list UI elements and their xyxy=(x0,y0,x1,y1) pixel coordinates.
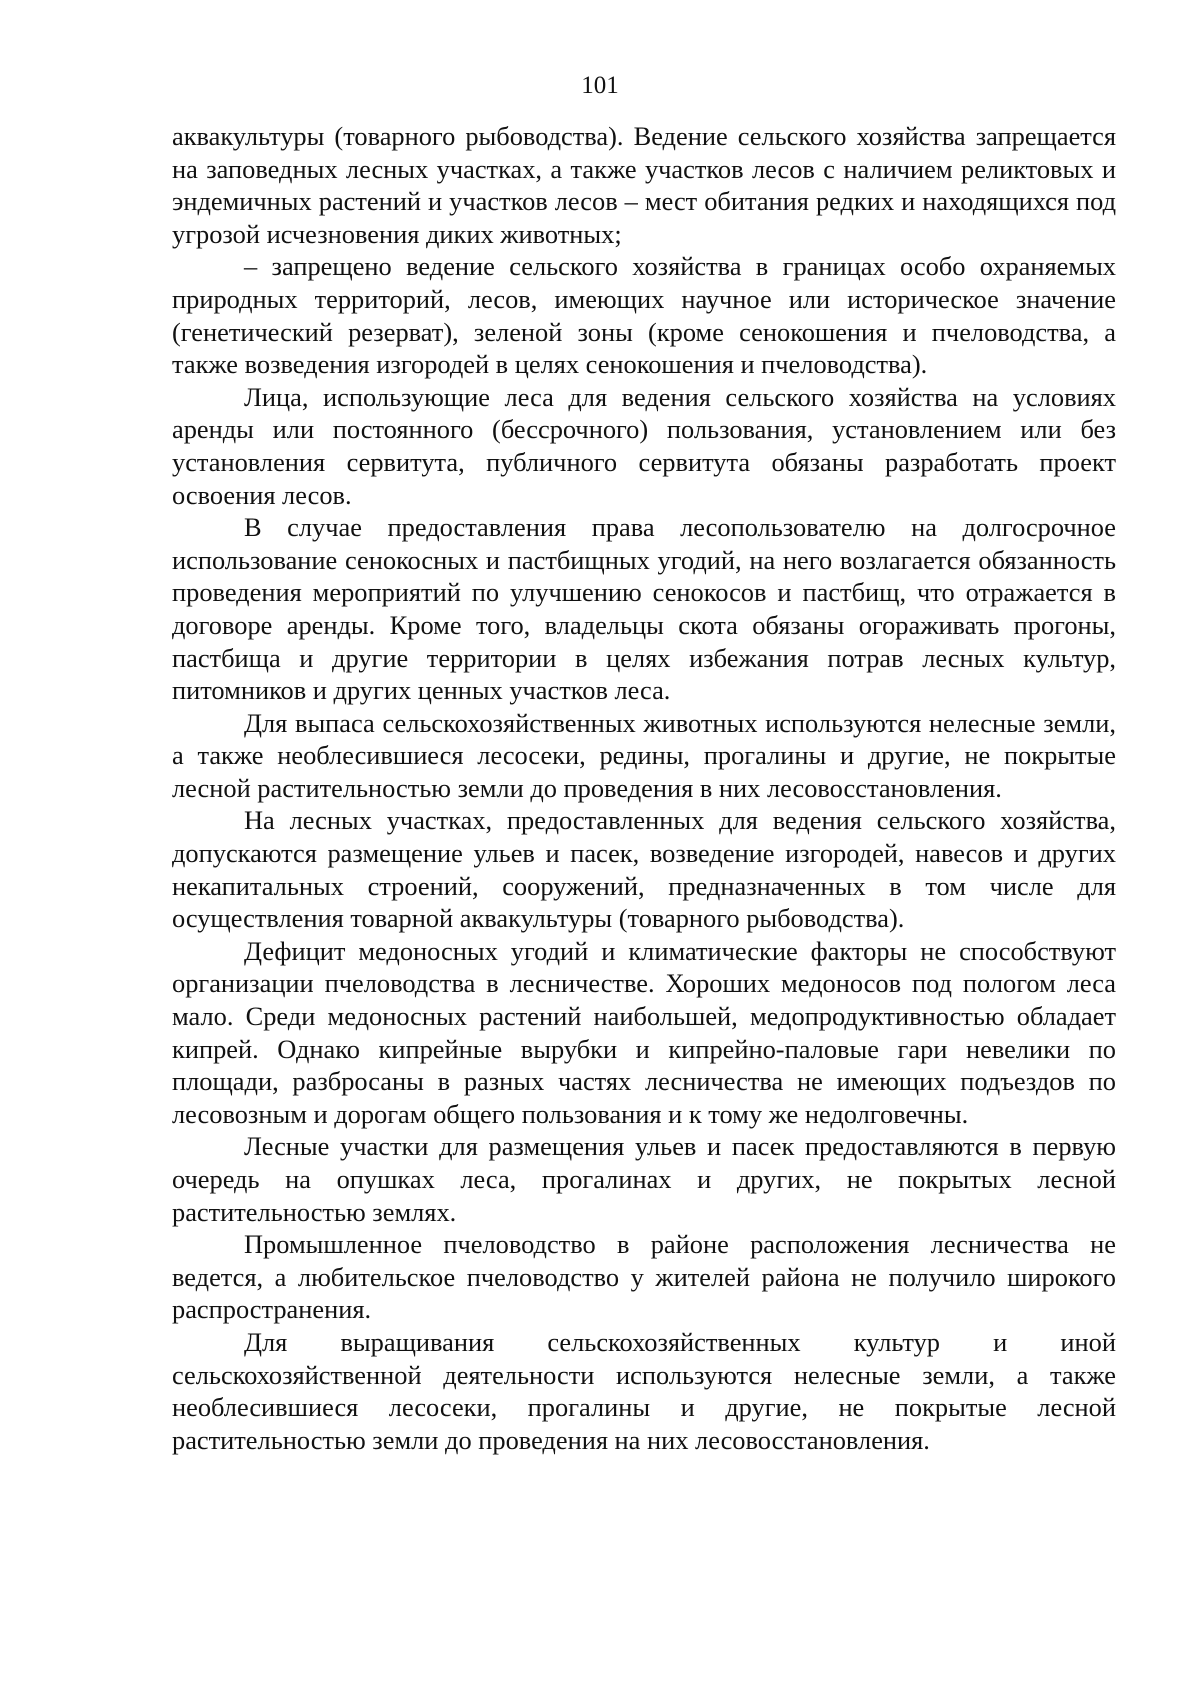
document-body xyxy=(172,120,1116,1456)
page-number: 101 xyxy=(581,72,619,99)
paragraph-hayfields-pastures: В случае предоставления права лесопользователю на долгосрочное использование сенокосных и пастбищных угодий, на него возлагается обязанность проведения мероприятий по улучшению сенокосов и пастбищ, что отражается в договоре аренды. Кроме того, владельцы скота обязаны огораживать прогоны, пастбища и другие территории в целях избежания потрав лесных культур, питомников и других ценных участков леса. xyxy=(172,512,1116,706)
paragraph-apiary-plots: Лесные участки для размещения ульев и пасек предоставляются в первую очередь на опушках леса, прогалинах и других, не покрытых лесной растительностью землях. xyxy=(172,1131,1116,1227)
paragraph-continuation: аквакультуры (товарного рыбоводства). Ведение сельского хозяйства запрещается на заповедных лесных участках, а также участков лесов с наличием реликтовых и эндемичных растений и участков лесов – мест обитания редких и находящихся под угрозой исчезновения диких животных; xyxy=(172,121,1116,249)
paragraph-forest-users: Лица, использующие леса для ведения сельского хозяйства на условиях аренды или постоянного (бессрочного) пользования, установлением или без установления сервитута, публичного сервитута обязаны разработать проект освоения лесов. xyxy=(172,381,1116,510)
paragraph-livestock-grazing: Для выпаса сельскохозяйственных животных используются нелесные земли, а также необлесившиеся лесосеки, редины, прогалины и другие, не покрытые лесной растительностью земли до проведения в них лесовосстановления. xyxy=(172,707,1116,803)
paragraph-apiaries-placement: На лесных участках, предоставленных для ведения сельского хозяйства, допускаются размещение ульев и пасек, возведение изгородей, навесов и других некапитальных строений, сооружений, предназначенных в том числе для осуществления товарной аквакультуры (товарного рыбоводства). xyxy=(172,805,1116,934)
paragraph-industrial-beekeeping: Промышленное пчеловодство в районе расположения лесничества не ведется, а любительское пчеловодство у жителей района не получило широкого распространения. xyxy=(172,1229,1116,1325)
paragraph-crop-growing: Для выращивания сельскохозяйственных культур и иной сельскохозяйственной деятельности используются нелесные земли, а также необлесившиеся лесосеки, прогалины и другие, не покрытые лесной растительностью земли до проведения на них лесовосстановления. xyxy=(172,1326,1116,1455)
paragraph-honey-deficit: Дефицит медоносных угодий и климатические факторы не способствуют организации пчеловодства в лесничестве. Хороших медоносов под пологом леса мало. Среди медоносных растений наибольшей, медопродуктивностью обладает кипрей. Однако кипрейные вырубки и кипрейно-паловые гари невелики по площади, разбросаны в разных частях лесничества не имеющих подъездов по лесовозным и дорогам общего пользования и к тому же недолговечны. xyxy=(172,935,1116,1129)
paragraph-bullet-restriction: – запрещено ведение сельского хозяйства в границах особо охраняемых природных территорий, лесов, имеющих научное или историческое значение (генетический резерват), зеленой зоны (кроме сенокошения и пчеловодства, а также возведения изгородей в целях сенокошения и пчеловодства). xyxy=(172,251,1116,380)
